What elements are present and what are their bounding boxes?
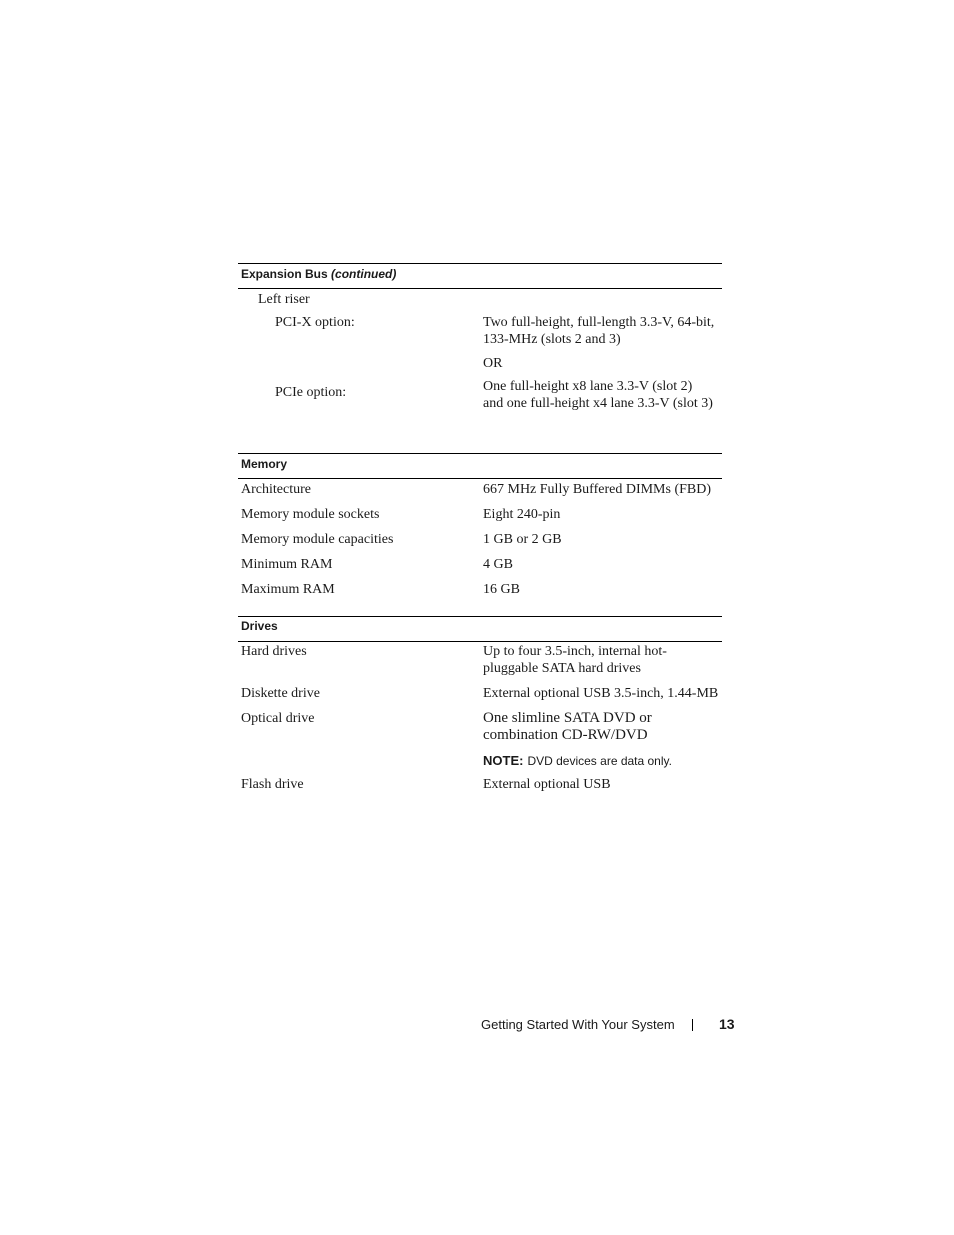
page-number: 13	[719, 1016, 735, 1032]
note	[483, 752, 723, 770]
hard-drives-label: Hard drives	[241, 644, 307, 659]
hard-drives-value-line2: pluggable SATA hard drives	[483, 661, 641, 676]
memory-row-value: 4 GB	[483, 557, 513, 572]
memory-top-rule	[238, 453, 722, 454]
memory-row-value: Eight 240-pin	[483, 507, 561, 522]
expansion-bus-top-rule	[238, 263, 722, 264]
hard-drives-value	[483, 643, 723, 677]
diskette-drive-value: External optional USB 3.5-inch, 1.44-MB	[483, 686, 719, 701]
pcix-option-label: PCI-X option:	[275, 315, 355, 330]
left-riser-label: Left riser	[258, 292, 310, 307]
pcie-value-line1: One full-height x8 lane 3.3-V (slot 2)	[483, 379, 693, 394]
memory-row-value: 667 MHz Fully Buffered DIMMs (FBD)	[483, 482, 712, 497]
note-text: DVD devices are data only.	[527, 754, 672, 768]
pcix-value-line2: 133-MHz (slots 2 and 3)	[483, 332, 621, 347]
memory-row-label: Maximum RAM	[241, 582, 335, 597]
note-label: NOTE:	[483, 753, 524, 768]
flash-drive-value: External optional USB	[483, 777, 611, 792]
expansion-bus-bottom-rule	[238, 288, 722, 289]
footer-separator	[692, 1019, 693, 1031]
drives-bottom-rule	[238, 641, 722, 642]
expansion-bus-heading	[241, 267, 396, 281]
pcix-value-line1: Two full-height, full-length 3.3-V, 64-bit,	[483, 315, 715, 330]
pcix-option-value	[483, 314, 723, 348]
expansion-bus-heading-text: Expansion Bus	[241, 267, 328, 281]
or-separator: OR	[483, 356, 503, 371]
optical-drive-value	[483, 710, 723, 744]
hard-drives-value-line1: Up to four 3.5-inch, internal hot-	[483, 644, 667, 659]
memory-row-value: 1 GB or 2 GB	[483, 532, 562, 547]
optical-drive-label: Optical drive	[241, 711, 315, 726]
drives-heading: Drives	[241, 619, 278, 633]
pcie-option-value	[483, 378, 723, 412]
memory-row-label: Memory module capacities	[241, 532, 394, 547]
optical-drive-value-line1: One slimline SATA DVD or	[483, 710, 652, 726]
memory-bottom-rule	[238, 478, 722, 479]
memory-heading: Memory	[241, 457, 288, 471]
pcie-value-line2: and one full-height x4 lane 3.3-V (slot 3)	[483, 396, 713, 411]
memory-row-value: 16 GB	[483, 582, 520, 597]
optical-drive-value-line2: combination CD-RW/DVD	[483, 727, 648, 743]
memory-row-label: Memory module sockets	[241, 507, 380, 522]
expansion-bus-heading-suffix: (continued)	[331, 267, 397, 281]
drives-top-rule	[238, 616, 722, 617]
memory-row-label: Minimum RAM	[241, 557, 333, 572]
memory-row-label: Architecture	[241, 482, 311, 497]
flash-drive-label: Flash drive	[241, 777, 304, 792]
pcie-option-label: PCIe option:	[275, 385, 347, 400]
footer-title: Getting Started With Your System	[481, 1017, 675, 1032]
diskette-drive-label: Diskette drive	[241, 686, 320, 701]
